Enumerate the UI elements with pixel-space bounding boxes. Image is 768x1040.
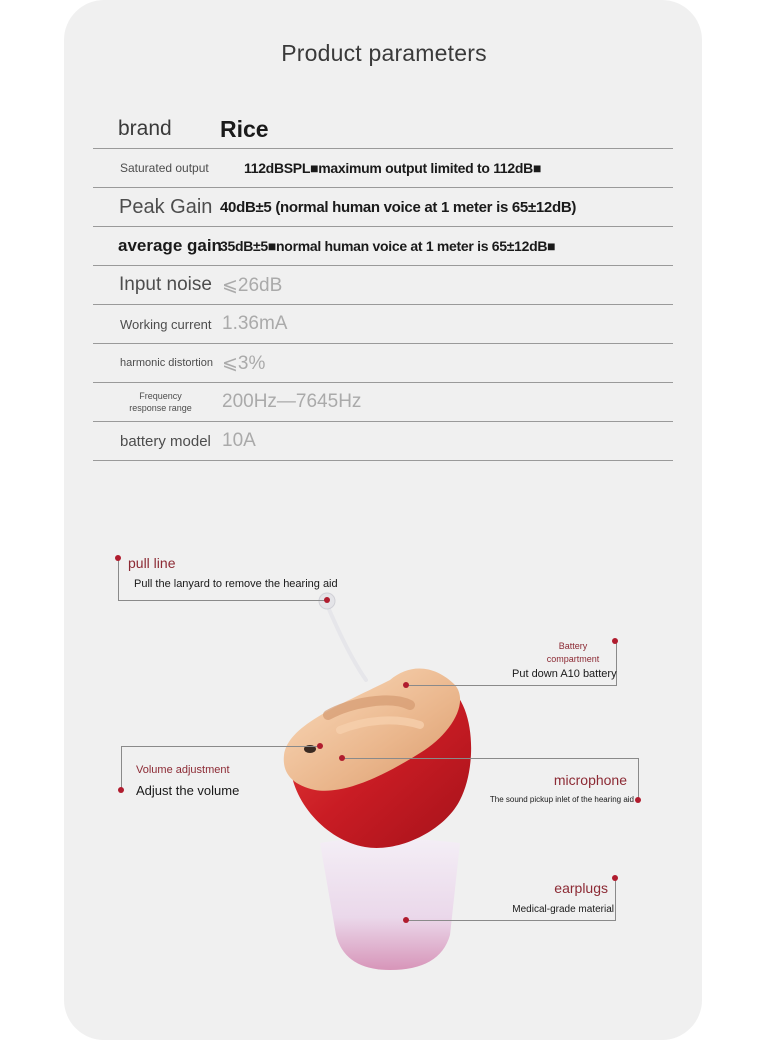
earplugs-title: earplugs <box>554 880 608 896</box>
param-value: 1.36mA <box>222 313 288 334</box>
param-label: average gain <box>118 236 222 255</box>
page-title: Product parameters <box>281 40 487 66</box>
param-row-battery-model <box>93 422 673 461</box>
param-row-average-gain <box>93 227 673 266</box>
microphone-marker <box>635 797 641 803</box>
param-label: Working current <box>120 316 212 332</box>
pull-line-marker <box>115 555 121 561</box>
param-row-frequency-response <box>93 383 673 422</box>
battery-target <box>403 682 409 688</box>
battery-desc: Put down A10 battery <box>512 668 617 680</box>
param-value: 200Hz—7645Hz <box>222 391 362 412</box>
param-value: 10A <box>222 430 256 451</box>
earplugs-target <box>403 917 409 923</box>
param-value: 112dBSPL■maximum output limited to 112dB■ <box>244 160 542 176</box>
param-label: harmonic distortion <box>120 357 213 369</box>
param-label: Input noise <box>119 274 212 295</box>
volume-marker <box>118 787 124 793</box>
pull-line-target <box>324 597 330 603</box>
volume-title: Volume adjustment <box>136 764 230 776</box>
microphone-desc: The sound pickup inlet of the hearing aid <box>489 795 634 804</box>
earplugs-desc: Medical-grade material <box>512 904 614 915</box>
volume-target <box>317 743 323 749</box>
earplugs-marker <box>612 875 618 881</box>
param-row-brand <box>93 110 673 149</box>
param-value: ⩽3% <box>222 352 266 374</box>
param-label: Peak Gain <box>119 195 213 218</box>
param-row-harmonic-distortion <box>93 344 673 383</box>
param-label: brand <box>118 117 172 140</box>
param-value: Rice <box>220 115 269 142</box>
pull-line-desc: Pull the lanyard to remove the hearing aid <box>134 578 338 590</box>
param-value: 40dB±5 (normal human voice at 1 meter is 65±12dB) <box>220 198 577 216</box>
battery-title: Battery compartment <box>546 641 600 664</box>
microphone-title: microphone <box>553 772 627 788</box>
param-label: Frequency response range <box>129 391 192 413</box>
param-label: Saturated output <box>120 161 209 175</box>
param-row-working-current <box>93 305 673 344</box>
pull-line-title: pull line <box>128 555 176 571</box>
param-value: 35dB±5■normal human voice at 1 meter is 65±12dB■ <box>220 238 556 254</box>
param-label: battery model <box>120 432 211 450</box>
param-value: ⩽26dB <box>222 274 283 296</box>
param-row-peak-gain <box>93 188 673 227</box>
microphone-target <box>339 755 345 761</box>
param-row-input-noise <box>93 266 673 305</box>
param-row-saturated-output <box>93 149 673 188</box>
battery-marker <box>612 638 618 644</box>
volume-desc: Adjust the volume <box>136 783 240 798</box>
